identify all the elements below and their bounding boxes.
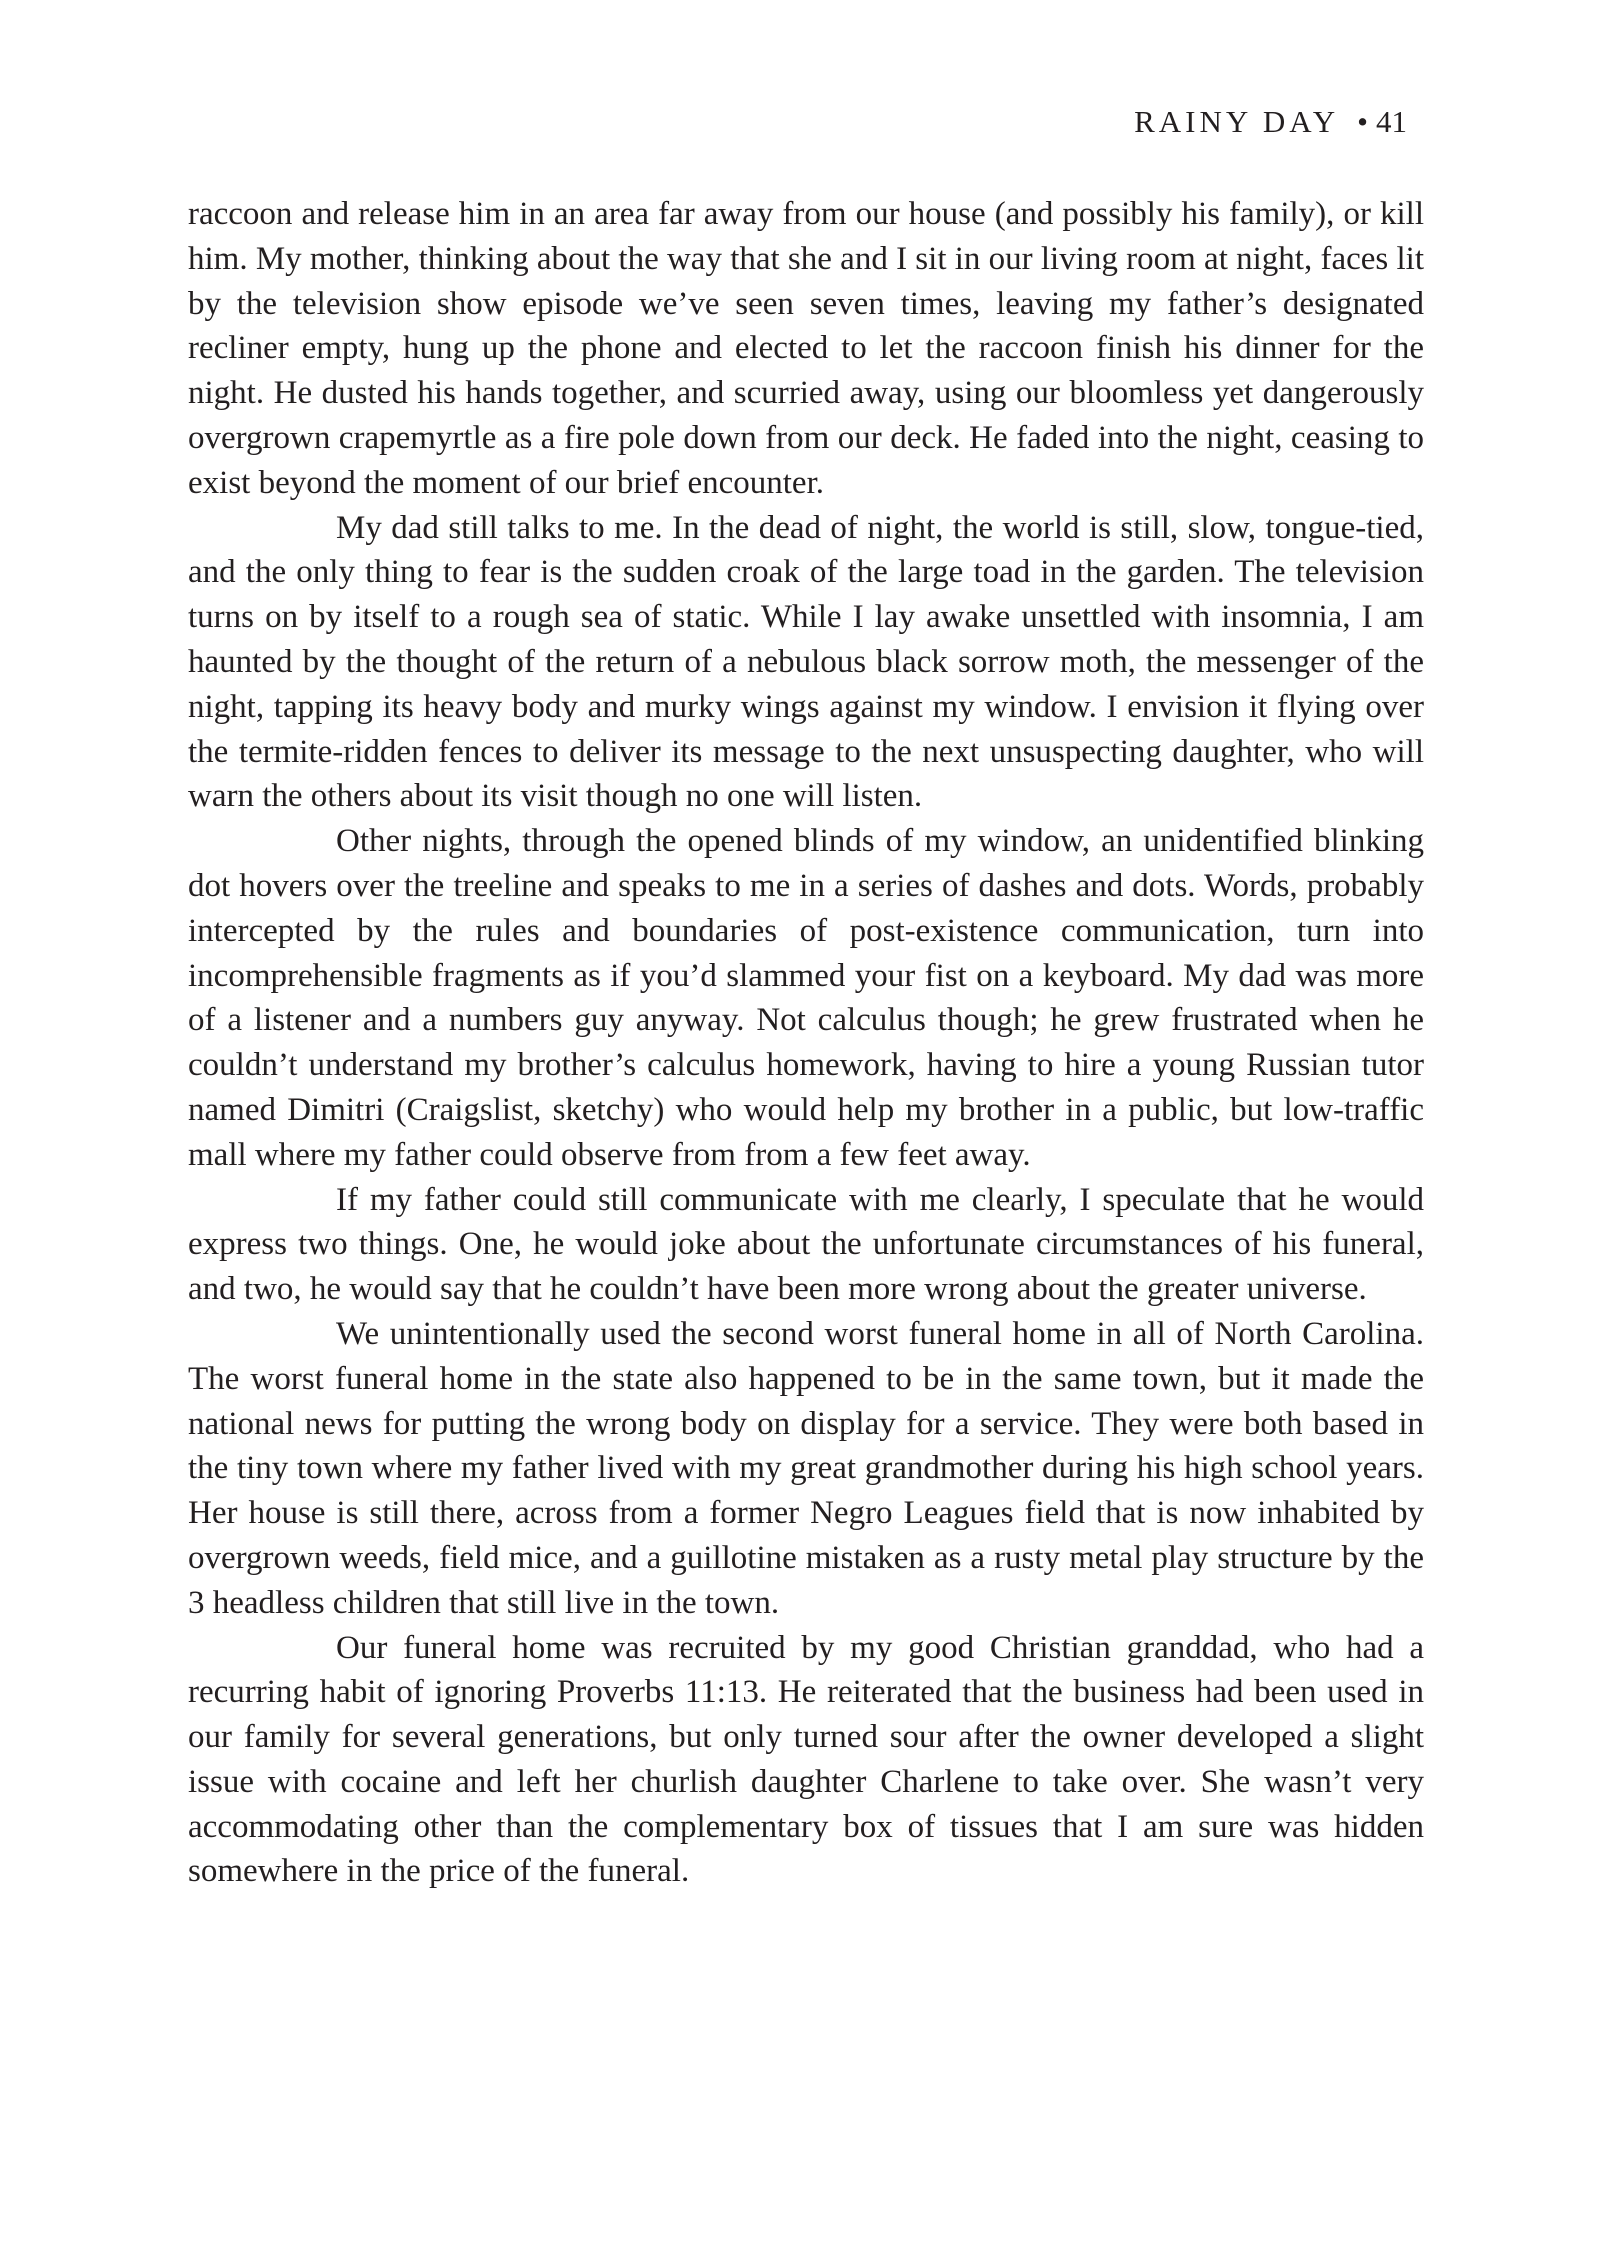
header-separator: • bbox=[1357, 104, 1368, 139]
paragraph: We unintentionally used the second worst funeral home in all of North Carolina. The worst funeral home in the state also happened to be in the same town, but it made the national news for putting the wrong body on display for a service. They were both based in the tiny town where my father lived with my great grandmother during his high school years. Her house is still there, across from a former Negro Leagues field that is now inhabited by overgrown weeds, field mice, and a guillotine mistaken as a rusty metal play structure by the 3 headless children that still live in the town. bbox=[188, 1315, 1424, 1621]
chapter-title: RAINY DAY bbox=[1134, 104, 1340, 139]
paragraph: If my father could still communicate with me clearly, I speculate that he would express two things. One, he would joke about the unfortunate circumstances of his funeral, and two, he would say that he couldn’t have been more wrong about the greater universe. bbox=[188, 1181, 1424, 1308]
running-header bbox=[1134, 104, 1407, 140]
body-text bbox=[188, 192, 1424, 1894]
paragraph: Other nights, through the opened blinds of my window, an unidentified blinking dot hovers over the treeline and speaks to me in a series of dashes and dots. Words, probably intercepted by the rules and boundaries of post-existence communication, turn into incomprehensible fragments as if you’d slammed your fist on a keyboard. My dad was more of a listener and a numbers guy anyway. Not calculus though; he grew frustrated when he couldn’t understand my brother’s calculus homework, having to hire a young Russian tutor named Dimitri (Craigslist, sketchy) who would help my brother in a public, but low-traffic mall where my father could observe from from a few feet away. bbox=[188, 823, 1424, 1173]
paragraph: My dad still talks to me. In the dead of night, the world is still, slow, tongue-tied, and the only thing to fear is the sudden croak of the large toad in the garden. The television turns on by itself to a rough sea of static. While I lay awake unsettled with insomnia, I am haunted by the thought of the return of a nebulous black sorrow moth, the messenger of the night, tapping its heavy body and murky wings against my window. I envision it flying over the termite-ridden fences to deliver its message to the next unsuspecting daughter, who will warn the others about its visit though no one will listen. bbox=[188, 509, 1424, 815]
paragraph: Our funeral home was recruited by my good Christian granddad, who had a recurring habit of ignoring Proverbs 11:13. He reiterated that the business had been used in our family for several generations, but only turned sour after the owner developed a slight issue with cocaine and left her churlish daughter Charlene to take over. She wasn’t very accommodating other than the complementary box of tissues that I am sure was hidden somewhere in the price of the funeral. bbox=[188, 1629, 1424, 1890]
paragraph-continuation: raccoon and release him in an area far away from our house (and possibly his family), or kill him. My mother, thinking about the way that she and I sit in our living room at night, faces lit by the television show episode we’ve seen seven times, leaving my father’s designated recliner empty, hung up the phone and elected to let the raccoon finish his dinner for the night. He dusted his hands together, and scurried away, using our bloomless yet dangerously overgrown crapemyrtle as a fire pole down from our deck. He faded into the night, ceasing to exist beyond the moment of our brief encounter. bbox=[188, 196, 1424, 501]
page-number: 41 bbox=[1376, 104, 1407, 139]
